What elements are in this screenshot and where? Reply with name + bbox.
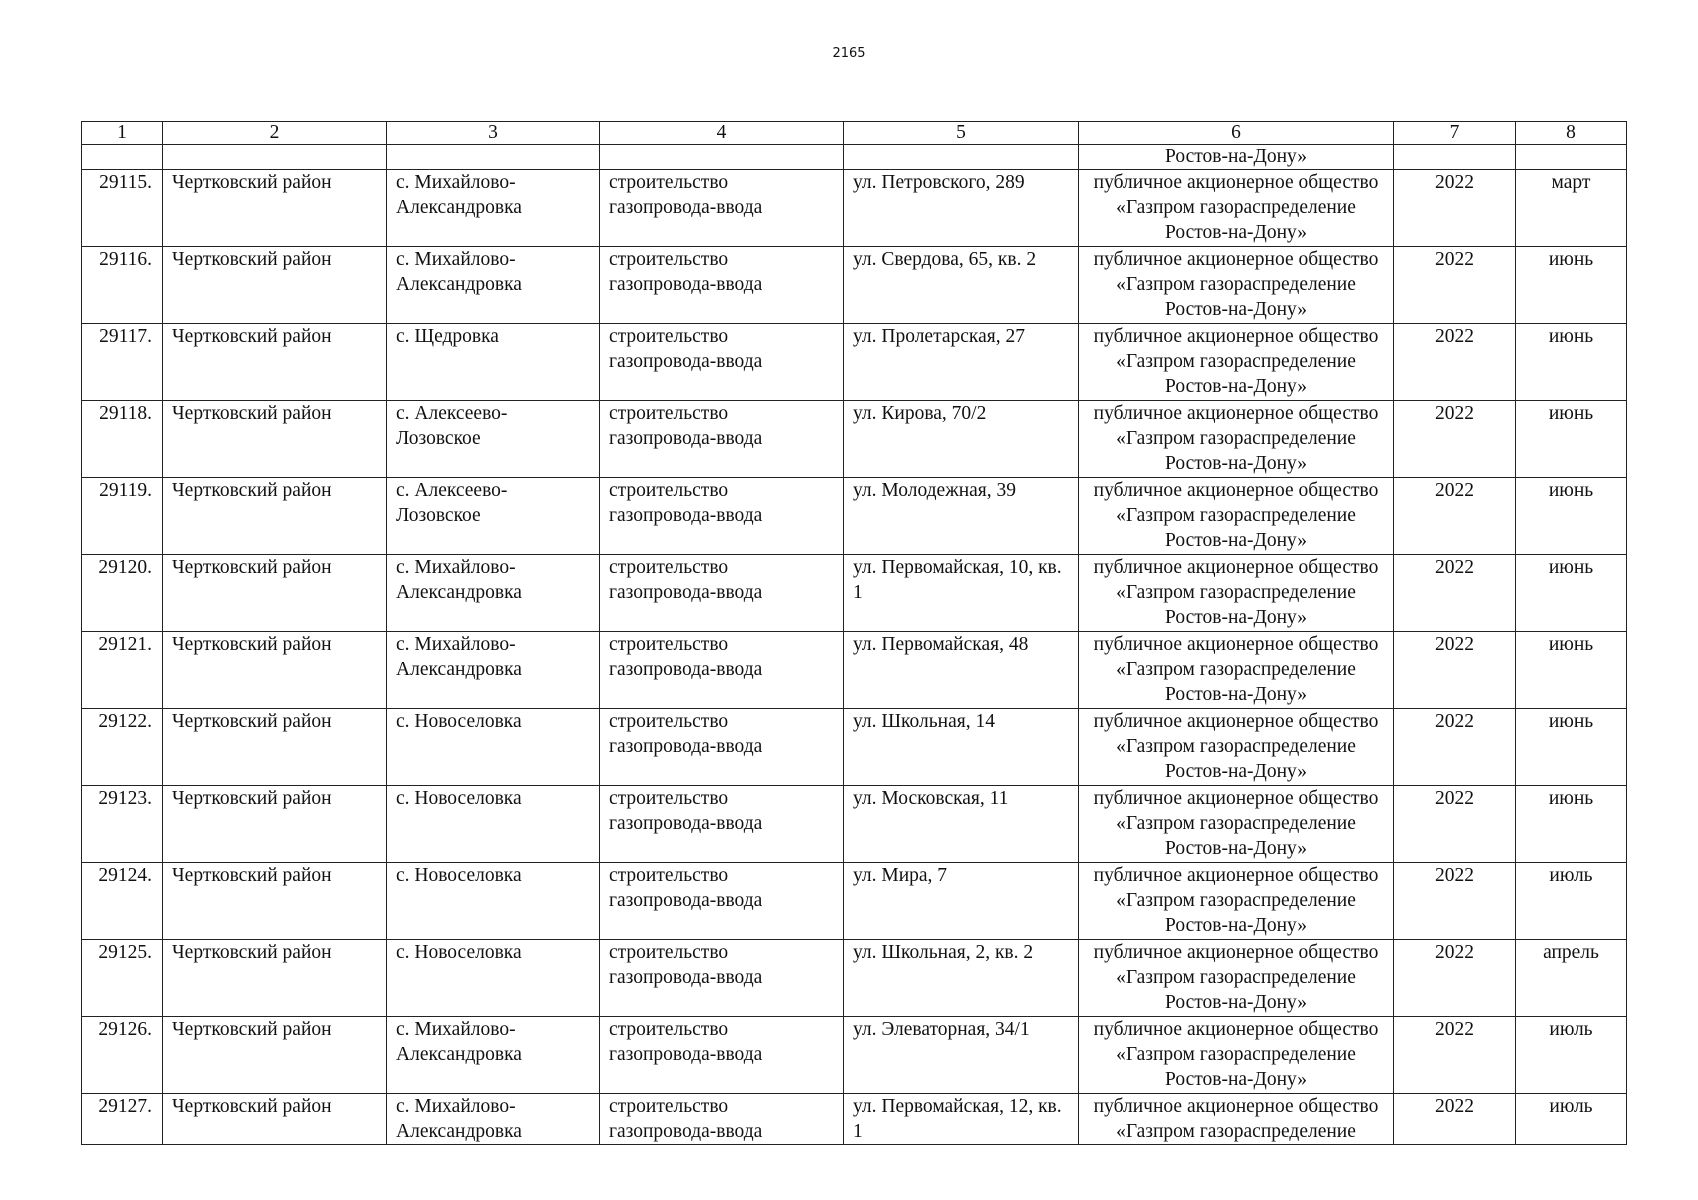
locality-cell: с. Михайлово-Александровка (387, 1017, 600, 1094)
address-cell: ул. Первомайская, 48 (844, 632, 1079, 709)
table-cell (82, 145, 163, 170)
district-cell: Чертковский район (163, 478, 387, 555)
organization-cell: публичное акционерное общество «Газпром газораспределение Ростов-на-Дону» (1079, 170, 1394, 247)
organization-cell: публичное акционерное общество «Газпром газораспределение Ростов-на-Дону» (1079, 324, 1394, 401)
table-cell: Ростов-на-Дону» (1079, 145, 1394, 170)
year-cell: 2022 (1394, 709, 1516, 786)
work-type-cell: строительство газопровода-ввода (600, 247, 844, 324)
work-type-cell: строительство газопровода-ввода (600, 940, 844, 1017)
organization-cell: публичное акционерное общество «Газпром газораспределение (1079, 1094, 1394, 1145)
table-row (82, 940, 1627, 1017)
month-cell: июнь (1516, 247, 1627, 324)
month-cell: июнь (1516, 632, 1627, 709)
column-header: 1 (82, 122, 163, 145)
district-cell: Чертковский район (163, 247, 387, 324)
row-number: 29115. (82, 170, 163, 247)
work-type-cell: строительство газопровода-ввода (600, 1094, 844, 1145)
locality-cell: с. Щедровка (387, 324, 600, 401)
table-row (82, 170, 1627, 247)
table-cell (1394, 145, 1516, 170)
column-header: 4 (600, 122, 844, 145)
year-cell: 2022 (1394, 863, 1516, 940)
row-number: 29117. (82, 324, 163, 401)
year-cell: 2022 (1394, 1017, 1516, 1094)
year-cell: 2022 (1394, 940, 1516, 1017)
year-cell: 2022 (1394, 401, 1516, 478)
column-header: 5 (844, 122, 1079, 145)
row-number: 29120. (82, 555, 163, 632)
organization-cell: публичное акционерное общество «Газпром газораспределение Ростов-на-Дону» (1079, 709, 1394, 786)
table-row (82, 1017, 1627, 1094)
district-cell: Чертковский район (163, 709, 387, 786)
row-number: 29123. (82, 786, 163, 863)
district-cell: Чертковский район (163, 324, 387, 401)
address-cell: ул. Первомайская, 10, кв. 1 (844, 555, 1079, 632)
column-header: 2 (163, 122, 387, 145)
month-cell: июнь (1516, 401, 1627, 478)
year-cell: 2022 (1394, 786, 1516, 863)
year-cell: 2022 (1394, 632, 1516, 709)
month-cell: июль (1516, 1017, 1627, 1094)
locality-cell: с. Алексеево-Лозовское (387, 401, 600, 478)
page-number: 2165 (832, 46, 866, 61)
district-cell: Чертковский район (163, 632, 387, 709)
district-cell: Чертковский район (163, 786, 387, 863)
row-number: 29126. (82, 1017, 163, 1094)
row-number: 29119. (82, 478, 163, 555)
row-number: 29125. (82, 940, 163, 1017)
column-header: 6 (1079, 122, 1394, 145)
address-cell: ул. Элеваторная, 34/1 (844, 1017, 1079, 1094)
locality-cell: с. Новоселовка (387, 709, 600, 786)
column-header: 7 (1394, 122, 1516, 145)
organization-cell: публичное акционерное общество «Газпром газораспределение Ростов-на-Дону» (1079, 478, 1394, 555)
work-type-cell: строительство газопровода-ввода (600, 170, 844, 247)
address-cell: ул. Свердова, 65, кв. 2 (844, 247, 1079, 324)
row-number: 29127. (82, 1094, 163, 1145)
table-row (82, 247, 1627, 324)
address-cell: ул. Мира, 7 (844, 863, 1079, 940)
locality-cell: с. Михайлово-Александровка (387, 247, 600, 324)
organization-cell: публичное акционерное общество «Газпром газораспределение Ростов-на-Дону» (1079, 1017, 1394, 1094)
month-cell: июнь (1516, 324, 1627, 401)
work-type-cell: строительство газопровода-ввода (600, 324, 844, 401)
row-number: 29122. (82, 709, 163, 786)
district-cell: Чертковский район (163, 170, 387, 247)
table-cell (387, 145, 600, 170)
organization-cell: публичное акционерное общество «Газпром газораспределение Ростов-на-Дону» (1079, 940, 1394, 1017)
data-table (81, 121, 1627, 1145)
table-row (82, 863, 1627, 940)
organization-cell: публичное акционерное общество «Газпром газораспределение Ростов-на-Дону» (1079, 632, 1394, 709)
row-number: 29124. (82, 863, 163, 940)
year-cell: 2022 (1394, 247, 1516, 324)
district-cell: Чертковский район (163, 940, 387, 1017)
table-cell (1516, 145, 1627, 170)
continuation-row (82, 145, 1627, 170)
work-type-cell: строительство газопровода-ввода (600, 632, 844, 709)
organization-cell: публичное акционерное общество «Газпром газораспределение Ростов-на-Дону» (1079, 247, 1394, 324)
month-cell: июнь (1516, 786, 1627, 863)
district-cell: Чертковский район (163, 401, 387, 478)
row-number: 29116. (82, 247, 163, 324)
table-row (82, 478, 1627, 555)
work-type-cell: строительство газопровода-ввода (600, 1017, 844, 1094)
locality-cell: с. Михайлово-Александровка (387, 632, 600, 709)
year-cell: 2022 (1394, 478, 1516, 555)
address-cell: ул. Петровского, 289 (844, 170, 1079, 247)
column-header: 3 (387, 122, 600, 145)
table-row (82, 709, 1627, 786)
year-cell: 2022 (1394, 1094, 1516, 1145)
work-type-cell: строительство газопровода-ввода (600, 401, 844, 478)
address-cell: ул. Первомайская, 12, кв. 1 (844, 1094, 1079, 1145)
month-cell: июнь (1516, 478, 1627, 555)
address-cell: ул. Молодежная, 39 (844, 478, 1079, 555)
district-cell: Чертковский район (163, 1017, 387, 1094)
organization-cell: публичное акционерное общество «Газпром газораспределение Ростов-на-Дону» (1079, 555, 1394, 632)
address-cell: ул. Школьная, 14 (844, 709, 1079, 786)
year-cell: 2022 (1394, 170, 1516, 247)
locality-cell: с. Михайлово-Александровка (387, 555, 600, 632)
locality-cell: с. Алексеево-Лозовское (387, 478, 600, 555)
month-cell: июль (1516, 863, 1627, 940)
table-cell (844, 145, 1079, 170)
table-header-row (82, 122, 1627, 145)
table-row (82, 1094, 1627, 1145)
locality-cell: с. Михайлово-Александровка (387, 1094, 600, 1145)
table-cell (600, 145, 844, 170)
district-cell: Чертковский район (163, 863, 387, 940)
year-cell: 2022 (1394, 555, 1516, 632)
organization-cell: публичное акционерное общество «Газпром газораспределение Ростов-на-Дону» (1079, 863, 1394, 940)
month-cell: апрель (1516, 940, 1627, 1017)
work-type-cell: строительство газопровода-ввода (600, 786, 844, 863)
organization-cell: публичное акционерное общество «Газпром газораспределение Ростов-на-Дону» (1079, 401, 1394, 478)
table-row (82, 786, 1627, 863)
work-type-cell: строительство газопровода-ввода (600, 555, 844, 632)
year-cell: 2022 (1394, 324, 1516, 401)
work-type-cell: строительство газопровода-ввода (600, 863, 844, 940)
row-number: 29121. (82, 632, 163, 709)
table-row (82, 632, 1627, 709)
locality-cell: с. Новоселовка (387, 786, 600, 863)
address-cell: ул. Пролетарская, 27 (844, 324, 1079, 401)
work-type-cell: строительство газопровода-ввода (600, 709, 844, 786)
district-cell: Чертковский район (163, 1094, 387, 1145)
month-cell: март (1516, 170, 1627, 247)
table-row (82, 324, 1627, 401)
month-cell: июнь (1516, 709, 1627, 786)
work-type-cell: строительство газопровода-ввода (600, 478, 844, 555)
address-cell: ул. Московская, 11 (844, 786, 1079, 863)
row-number: 29118. (82, 401, 163, 478)
address-cell: ул. Кирова, 70/2 (844, 401, 1079, 478)
month-cell: июль (1516, 1094, 1627, 1145)
column-header: 8 (1516, 122, 1627, 145)
district-cell: Чертковский район (163, 555, 387, 632)
organization-cell: публичное акционерное общество «Газпром газораспределение Ростов-на-Дону» (1079, 786, 1394, 863)
month-cell: июнь (1516, 555, 1627, 632)
table-row (82, 555, 1627, 632)
locality-cell: с. Новоселовка (387, 863, 600, 940)
locality-cell: с. Михайлово-Александровка (387, 170, 600, 247)
table-row (82, 401, 1627, 478)
table-cell (163, 145, 387, 170)
locality-cell: с. Новоселовка (387, 940, 600, 1017)
address-cell: ул. Школьная, 2, кв. 2 (844, 940, 1079, 1017)
